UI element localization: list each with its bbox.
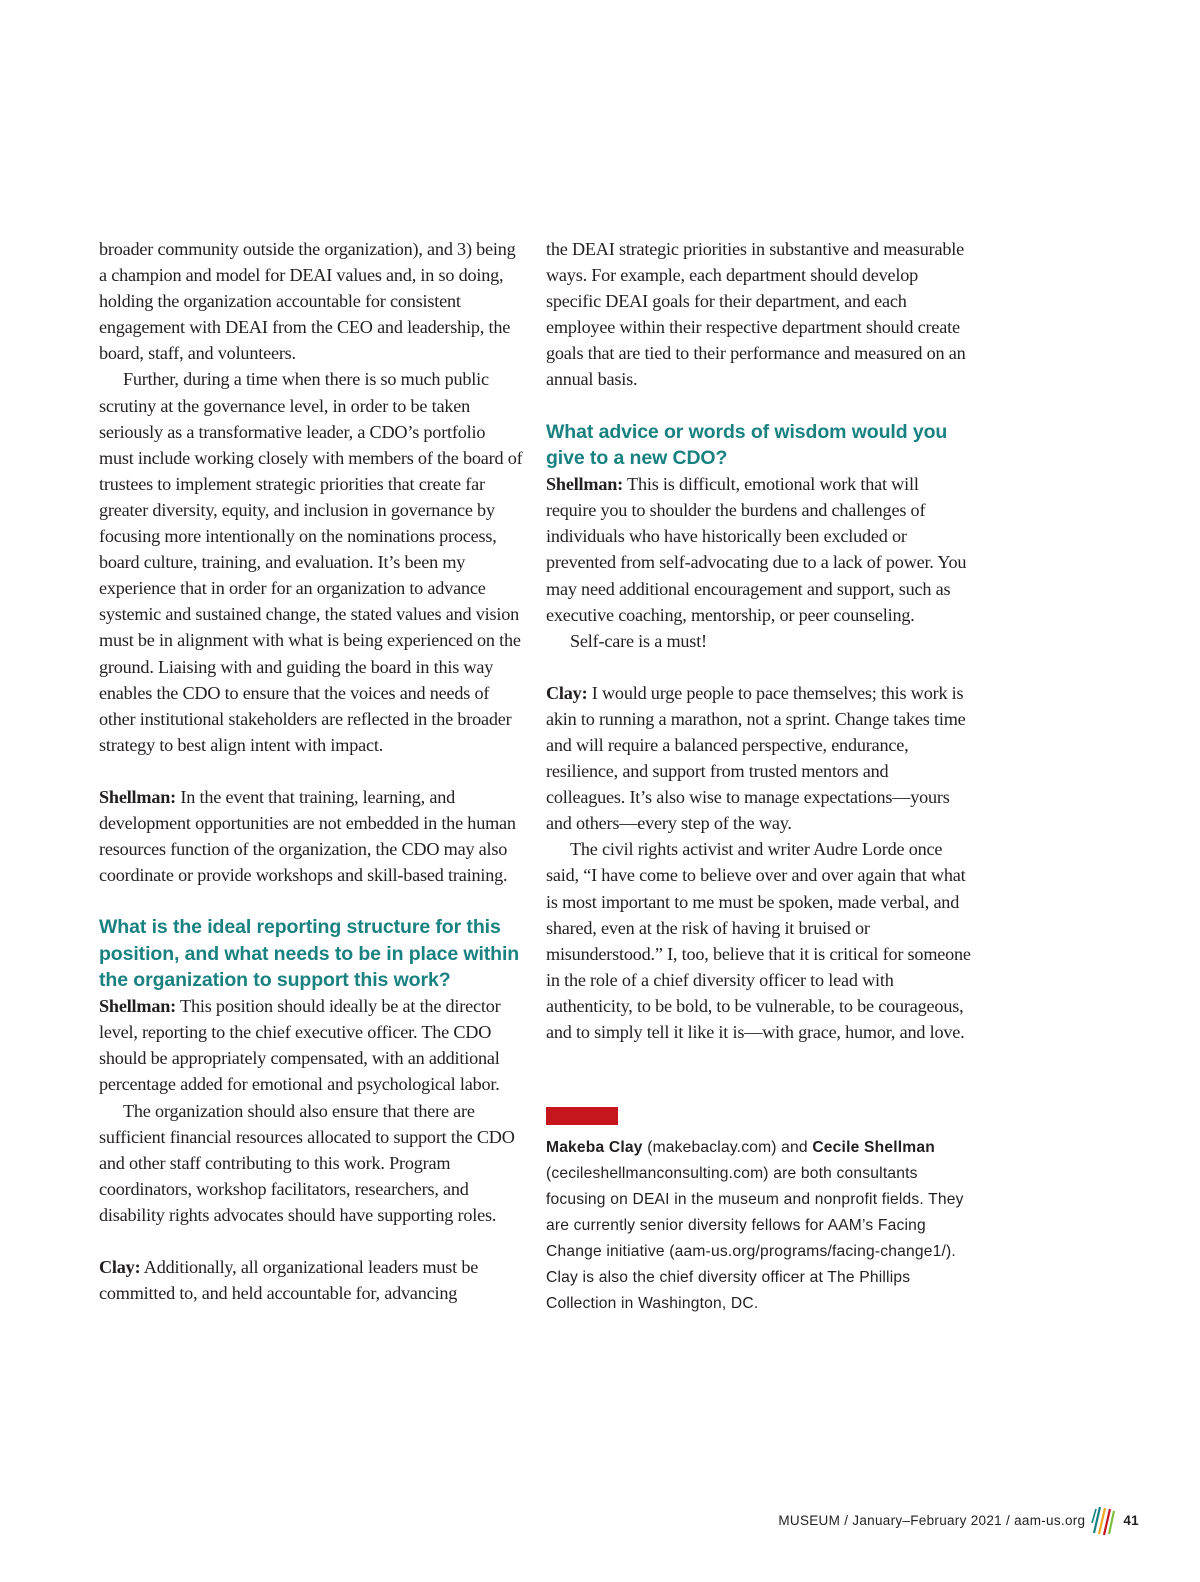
left-paragraph-4 — [99, 993, 524, 1097]
footer-text: MUSEUM / January–February 2021 / aam-us.org — [778, 1512, 1086, 1528]
left-paragraph-3 — [99, 784, 524, 888]
right-paragraph-5: The civil rights activist and writer Audre Lorde once said, “I have come to believe over and over again that what is most important to me must be spoken, made verbal, and shared, even at the risk of having it bruised or misunderstood.” I, too, believe that it is critical for someone in the role of a chief diversity officer to lead with authenticity, to be bold, to be vulnerable, to be courageous, and to simply tell it like it is—with grace, humor, and love. — [546, 839, 971, 1043]
speaker-label: Shellman: — [546, 474, 624, 495]
speaker-label: Shellman: — [99, 786, 177, 807]
paragraph-text: This is difficult, emotional work that will require you to shoulder the burdens and challenges of individuals who have historically been excluded or prevented from self-advocating due to a lack of power. You may need additional encouragement and support, such as executive coaching, mentorship, or peer counseling. — [546, 474, 967, 625]
paragraph-text: In the event that training, learning, and development opportunities are not embedded in the human resources function of the organization, the CDO may also coordinate or provide workshops and skill-based training. — [99, 786, 516, 886]
right-paragraph-2 — [546, 471, 971, 628]
bio-text: (makebaclay.com) and — [642, 1139, 813, 1157]
author-name-1: Makeba Clay — [546, 1139, 643, 1157]
left-column — [99, 236, 524, 1306]
bio-text: (cecileshellmanconsulting.com) are both consultants focusing on DEAI in the museum and nonprofit fields. They are currently senior diversity fellows for AAM’s Facing Change initiative (aam-us.org/programs/facing-change1/). Clay is also the chief diversity officer at The Phillips Collection in Washington, DC. — [546, 1165, 964, 1313]
question-heading-reporting-structure: What is the ideal reporting structure for this position, and what needs to be in place within the organization to support this work? — [99, 916, 520, 991]
left-paragraph-5: The organization should also ensure that there are sufficient financial resources allocated to support the CDO and other staff contributing to this work. Program coordinators, workshop facilitators, researchers, and disability rights advocates should have supporting roles. — [99, 1100, 515, 1225]
left-paragraph-6 — [99, 1254, 524, 1306]
right-paragraph-1: the DEAI strategic priorities in substantive and measurable ways. For example, each department should develop specific DEAI goals for their department, and each employee within their respective department should create goals that are tied to their performance and measured on an annual basis. — [546, 239, 966, 390]
speaker-label: Shellman: — [99, 996, 177, 1017]
page-footer — [778, 1502, 1139, 1538]
question-heading-advice: What advice or words of wisdom would you give to a new CDO? — [546, 420, 948, 469]
author-bio — [546, 1135, 971, 1317]
right-column — [546, 236, 971, 1317]
aam-stripes-logo-icon — [1091, 1503, 1117, 1537]
left-paragraph-2: Further, during a time when there is so much public scrutiny at the governance level, in order to be taken seriously as a transformative leader, a CDO’s portfolio must include working closely with members of the board of trustees to implement strategic priorities that create far greater diversity, equity, and inclusion in governance by focusing more intentionally on the nominations process, board culture, training, and evaluation. It’s been my experience that in order for an organization to advance systemic and sustained change, the stated values and vision must be in alignment with what is being experienced on the ground. Liaising with and guiding the board in this way enables the CDO to ensure that the voices and needs of other institutional stakeholders are reflected in the broader strategy to best align intent with impact. — [99, 369, 523, 755]
right-paragraph-4 — [546, 680, 971, 837]
paragraph-text: This position should ideally be at the director level, reporting to the chief executive officer. The CDO should be appropriately compensated, with an additional percentage added for emotional and psychological labor. — [99, 996, 501, 1095]
speaker-label: Clay: — [546, 682, 588, 703]
author-name-2: Cecile Shellman — [812, 1139, 935, 1157]
left-paragraph-1: broader community outside the organization), and 3) being a champion and model for DEAI values and, in so doing, holding the organization accountable for consistent engagement with DEAI from the CEO and leadership, the board, staff, and volunteers. — [99, 239, 516, 364]
paragraph-text: Additionally, all organizational leaders must be committed to, and held accountable for, advancing — [99, 1256, 479, 1304]
page-number: 41 — [1123, 1512, 1139, 1528]
right-paragraph-3: Self-care is a must! — [570, 630, 707, 651]
bio-divider-bar — [546, 1107, 618, 1125]
speaker-label: Clay: — [99, 1256, 141, 1277]
paragraph-text: I would urge people to pace themselves; this work is akin to running a marathon, not a sprint. Change takes time and will require a balanced perspective, endurance, resilience, and support from trusted mentors and colleagues. It’s also wise to manage expectations—yours and others—every step of the way. — [546, 682, 966, 834]
